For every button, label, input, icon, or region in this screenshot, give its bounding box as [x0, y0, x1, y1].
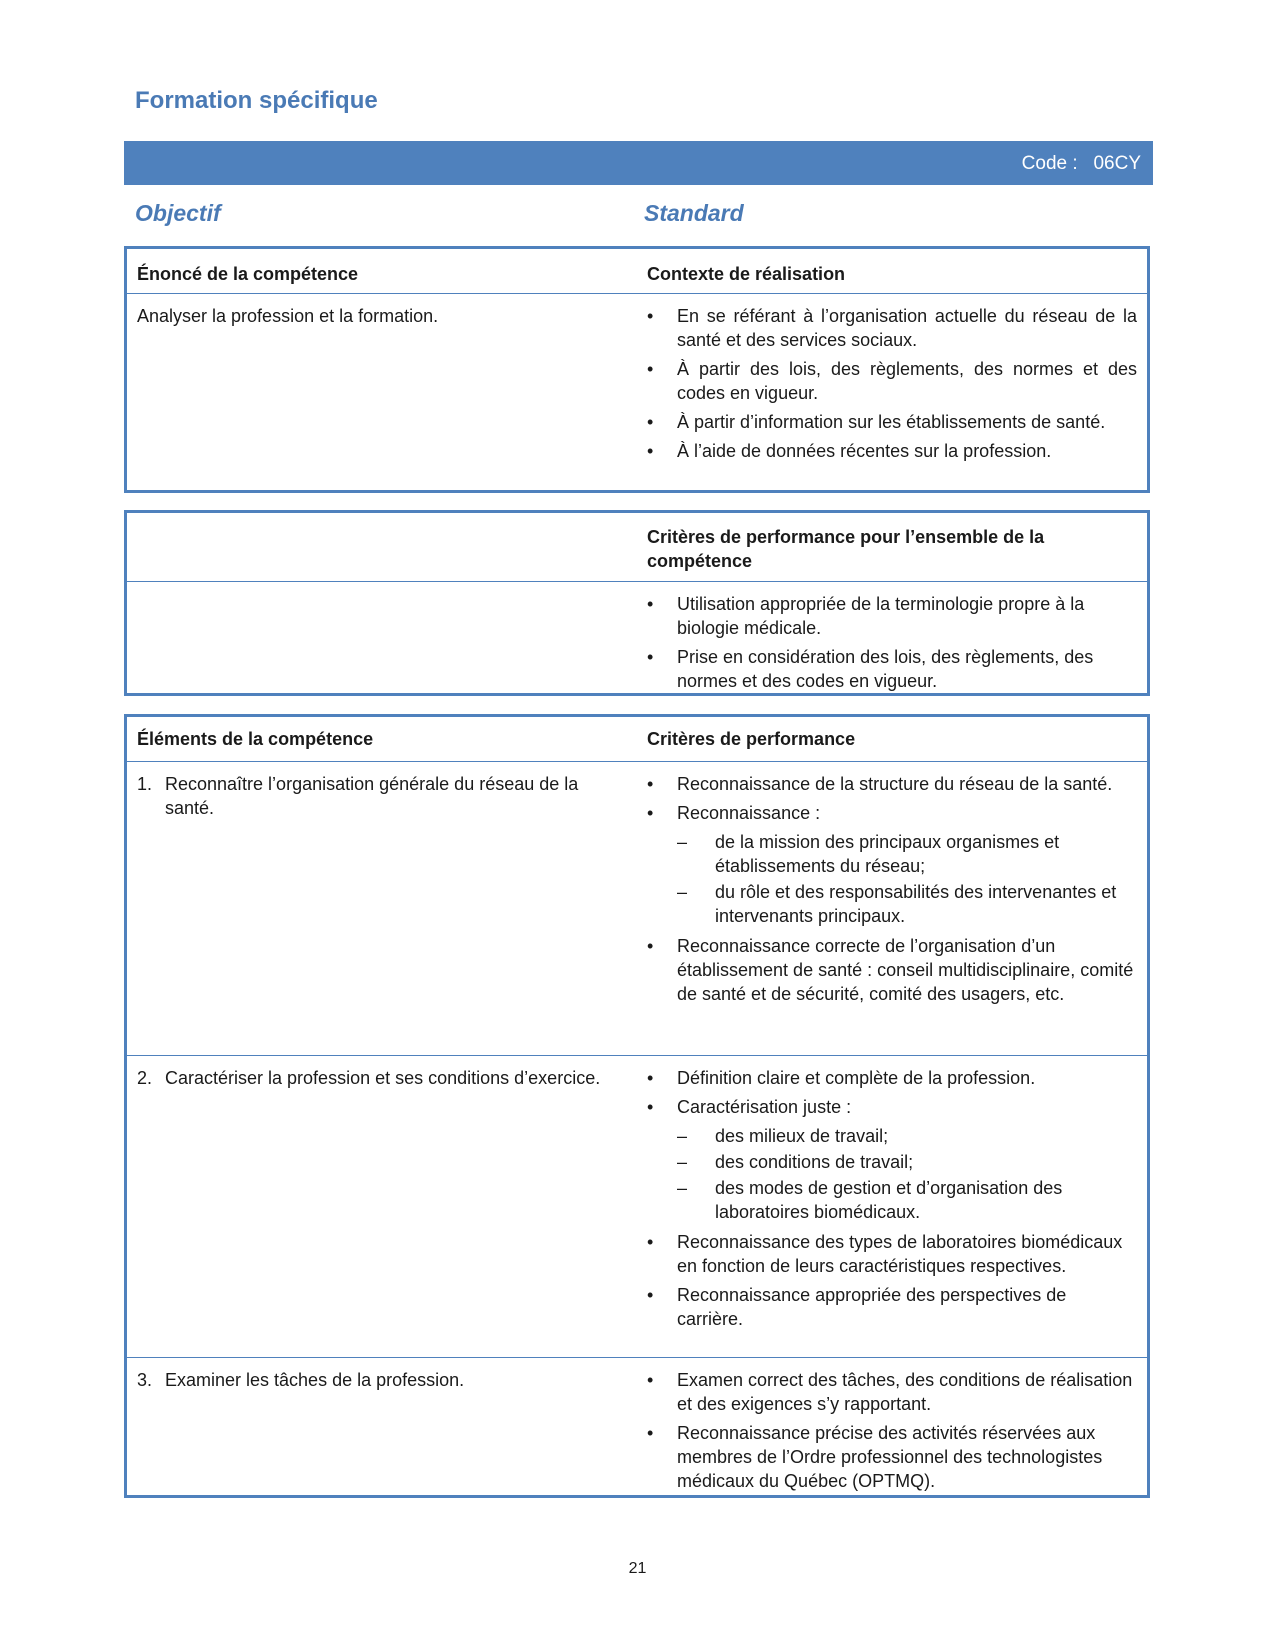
- dash-icon: –: [677, 1178, 688, 1198]
- ensemble-body-row: [127, 581, 1147, 693]
- dash-icon: –: [677, 832, 688, 852]
- competency-code: Code : 06CY: [1021, 153, 1141, 174]
- element-2: 2. Caractériser la profession et ses conditions d’exercice.: [137, 1068, 601, 1088]
- bullet-icon: •: [647, 594, 654, 614]
- dash-icon: –: [677, 1126, 688, 1146]
- criteria-list-2: [647, 1066, 1137, 1336]
- standard-heading: Standard: [644, 200, 744, 226]
- bullet-icon: •: [647, 1232, 654, 1252]
- list-item: • Reconnaissance des types de laboratoires biomédicaux en fonction de leurs caractéristiques respectives.: [647, 1232, 1123, 1276]
- list-item: • À partir des lois, des règlements, des normes et des codes en vigueur.: [647, 359, 1137, 403]
- bullet-icon: •: [647, 936, 654, 956]
- elements-heading: Éléments de la compétence: [137, 729, 374, 749]
- list-item: • Définition claire et complète de la profession.: [647, 1068, 1036, 1088]
- bullet-icon: •: [647, 359, 654, 379]
- sub-item: – du rôle et des responsabilités des intervenantes et intervenants principaux.: [677, 882, 1117, 926]
- element-row-2: [127, 1055, 1147, 1357]
- enonce-text: Analyser la profession et la formation.: [137, 306, 439, 326]
- page-number: 21: [628, 1560, 647, 1577]
- list-item: • Reconnaissance appropriée des perspectives de carrière.: [647, 1285, 1067, 1329]
- page-title: Formation spécifique: [135, 87, 378, 114]
- criteria-list-1: [647, 772, 1137, 1011]
- list-item: • Utilisation appropriée de la terminologie propre à la biologie médicale.: [647, 594, 1085, 638]
- competence-header-row: [127, 249, 1147, 293]
- bullet-icon: •: [647, 412, 654, 432]
- competence-body-row: [127, 293, 1147, 489]
- element-row-1: [127, 761, 1147, 1055]
- bullet-icon: •: [647, 1285, 654, 1305]
- list-item: • Examen correct des tâches, des conditions de réalisation et des exigences s’y rapportant.: [647, 1370, 1133, 1414]
- sub-item: – des conditions de travail;: [677, 1152, 914, 1172]
- contexte-list: [647, 304, 1137, 468]
- element-row-3: [127, 1357, 1147, 1492]
- list-item: • À l’aide de données récentes sur la profession.: [647, 441, 1052, 461]
- dash-icon: –: [677, 882, 688, 902]
- criteres-heading: Critères de performance: [647, 729, 856, 749]
- bullet-icon: •: [647, 647, 654, 667]
- bullet-icon: •: [647, 1097, 654, 1117]
- dash-icon: –: [677, 1152, 688, 1172]
- ensemble-list: [647, 592, 1137, 698]
- bullet-icon: •: [647, 774, 654, 794]
- list-item: • À partir d’information sur les établissements de santé.: [647, 412, 1106, 432]
- sub-item: – de la mission des principaux organismes et établissements du réseau;: [677, 832, 1060, 876]
- element-1: 1. Reconnaître l’organisation générale du réseau de la santé.: [137, 774, 579, 818]
- bullet-icon: •: [647, 441, 654, 461]
- bullet-icon: •: [647, 1423, 654, 1443]
- ensemble-box: [124, 510, 1150, 696]
- sub-item: – des milieux de travail;: [677, 1126, 889, 1146]
- code-bar: [124, 141, 1153, 185]
- list-item: • En se référant à l’organisation actuelle du réseau de la santé et des services sociaux.: [647, 306, 1137, 350]
- bullet-icon: •: [647, 1068, 654, 1088]
- list-item: • Reconnaissance de la structure du réseau de la santé.: [647, 774, 1113, 794]
- elements-box: [124, 714, 1150, 1498]
- list-item: • Prise en considération des lois, des règlements, des normes et des codes en vigueur.: [647, 647, 1094, 691]
- bullet-icon: •: [647, 803, 654, 823]
- list-item: • Caractérisation juste :: [647, 1097, 852, 1117]
- element-3: 3. Examiner les tâches de la profession.: [137, 1370, 465, 1390]
- objectif-heading: Objectif: [135, 200, 221, 226]
- enonce-heading: Énoncé de la compétence: [137, 264, 359, 284]
- list-item: • Reconnaissance précise des activités réservées aux membres de l’Ordre professionnel des technologistes médicaux du Québec (OPTMQ).: [647, 1423, 1103, 1491]
- ensemble-heading: Critères de performance pour l’ensemble de la compétence: [647, 527, 1045, 571]
- ensemble-header-row: [127, 513, 1147, 581]
- elements-header-row: [127, 717, 1147, 761]
- list-item: • Reconnaissance :: [647, 803, 821, 823]
- criteria-list-3: [647, 1368, 1137, 1498]
- contexte-heading: Contexte de réalisation: [647, 264, 846, 284]
- list-item: • Reconnaissance correcte de l’organisation d’un établissement de santé : conseil multidisciplinaire, comité de santé et de sécurité, comité des usagers, etc.: [647, 936, 1134, 1004]
- sub-item: – des modes de gestion et d’organisation des laboratoires biomédicaux.: [677, 1178, 1063, 1222]
- bullet-icon: •: [647, 306, 654, 326]
- bullet-icon: •: [647, 1370, 654, 1390]
- competence-box: [124, 246, 1150, 493]
